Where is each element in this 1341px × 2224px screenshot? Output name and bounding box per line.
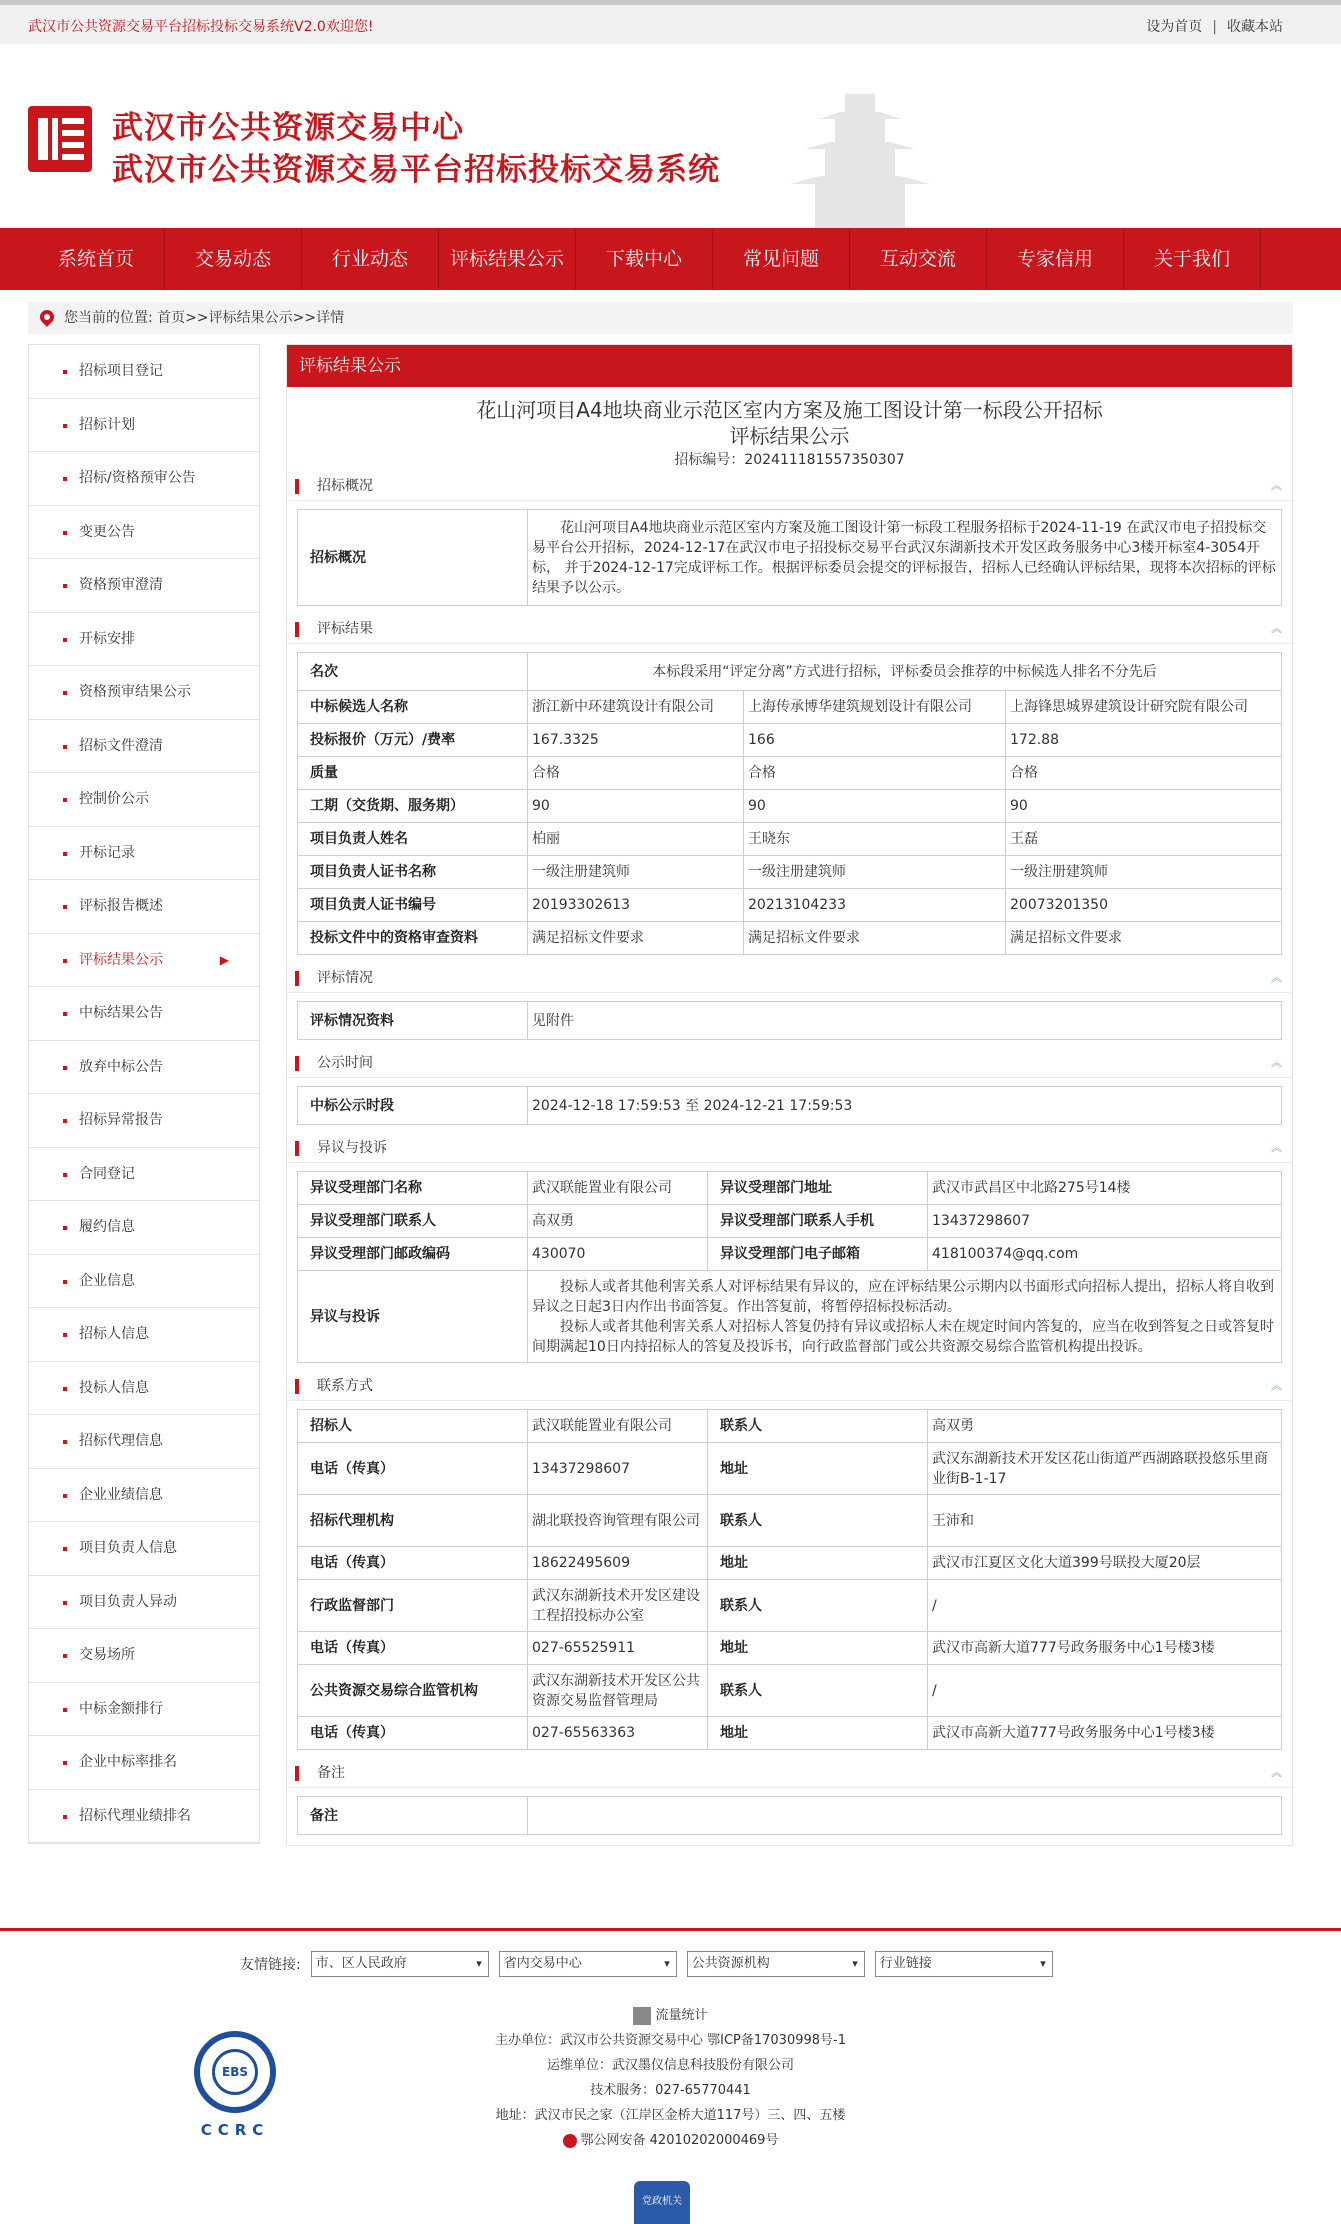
row-label: 异议与投诉 (298, 1271, 528, 1363)
row-label: 评标情况资料 (298, 1002, 528, 1040)
row-label: 投标文件中的资格审查资料 (298, 922, 528, 955)
section-review-header[interactable] (287, 963, 1292, 993)
nav-faq[interactable]: 常见问题 (713, 228, 850, 290)
arrow-right-icon: ▶ (219, 952, 229, 967)
table-row (298, 691, 1282, 724)
section-objection-header[interactable] (287, 1133, 1292, 1163)
review-table (297, 1001, 1282, 1040)
sidebar-item[interactable]: 放弃中标公告 (29, 1041, 259, 1095)
cell: 418100374@qq.com (928, 1238, 1282, 1271)
cell: 武汉东湖新技术开发区公共资源交易监督管理局 (528, 1665, 708, 1717)
site-header (0, 44, 1341, 228)
tender-code: 招标编号：202411181557350307 (674, 452, 905, 468)
collapse-icon[interactable]: ︽ (1271, 1379, 1282, 1392)
sidebar-item[interactable]: 开标记录 (29, 827, 259, 881)
table-row (298, 653, 1282, 691)
site-title-secondary: 武汉市公共资源交易平台招标投标交易系统 (112, 152, 720, 188)
site-title-primary: 武汉市公共资源交易中心 (112, 110, 464, 146)
cell: 20073201350 (1006, 889, 1282, 922)
sidebar-item[interactable]: 资格预审澄清 (29, 559, 259, 613)
nav-expert-credit[interactable]: 专家信用 (987, 228, 1124, 290)
table-row (298, 1205, 1282, 1238)
sidebar-item-active[interactable] (29, 934, 259, 988)
cell: 13437298607 (528, 1443, 708, 1495)
nav-interaction[interactable]: 互动交流 (850, 228, 987, 290)
select-value: 行业链接 (879, 1956, 932, 1971)
footer-info (0, 2003, 1341, 2153)
row-label: 地址 (708, 1632, 928, 1665)
table-row (298, 1238, 1282, 1271)
cell: 一级注册建筑师 (744, 856, 1006, 889)
collapse-icon[interactable]: ︽ (1271, 1056, 1282, 1069)
cell: 90 (744, 790, 1006, 823)
nav-about[interactable]: 关于我们 (1124, 228, 1261, 290)
rank-label: 名次 (298, 653, 528, 691)
chevron-down-icon: ▾ (852, 1957, 858, 1970)
sidebar-item[interactable]: 开标安排 (29, 613, 259, 667)
cell: 高双勇 (528, 1205, 708, 1238)
cell: 20213104233 (744, 889, 1006, 922)
table-row (298, 1717, 1282, 1750)
select-industry[interactable] (875, 1951, 1053, 1977)
sidebar-item[interactable]: 履约信息 (29, 1201, 259, 1255)
section-title: 备注 (317, 1765, 345, 1781)
top-link-separator: | (1212, 19, 1217, 35)
cell: 90 (528, 790, 744, 823)
sidebar-item[interactable]: 项目负责人异动 (29, 1576, 259, 1630)
sidebar-item-label: 评标结果公示 (79, 951, 163, 968)
nav-home[interactable]: 系统首页 (28, 228, 165, 290)
row-label: 地址 (708, 1443, 928, 1495)
select-value: 市、区人民政府 (315, 1956, 407, 1971)
sidebar-item[interactable]: 中标结果公告 (29, 987, 259, 1041)
row-label: 异议受理部门电子邮箱 (708, 1238, 928, 1271)
project-title: 花山河项目A4地块商业示范区室内方案及施工图设计第一标段公开招标 (476, 398, 1103, 422)
police-badge-icon (563, 2134, 577, 2148)
select-province-center[interactable] (499, 1951, 677, 1977)
ops-info: 运维单位：武汉墨仪信息科技股份有限公司 (546, 2058, 794, 2073)
collapse-icon[interactable]: ︽ (1271, 622, 1282, 635)
stats-icon (633, 2007, 651, 2025)
row-label: 中标公示时段 (298, 1087, 528, 1125)
section-overview-header[interactable] (287, 471, 1292, 501)
table-row (298, 1271, 1282, 1363)
collapse-icon[interactable]: ︽ (1271, 479, 1282, 492)
cell: 合格 (528, 757, 744, 790)
top-links (1146, 16, 1283, 36)
table-row (298, 1632, 1282, 1665)
table-row (298, 1443, 1282, 1495)
table-row (298, 1495, 1282, 1547)
cell: 合格 (1006, 757, 1282, 790)
row-label: 电话（传真） (298, 1717, 528, 1750)
cell: 167.3325 (528, 724, 744, 757)
overview-table (297, 509, 1282, 606)
cell: 13437298607 (928, 1205, 1282, 1238)
cell: 一级注册建筑师 (528, 856, 744, 889)
row-label: 公共资源交易综合监管机构 (298, 1665, 528, 1717)
table-row (298, 1172, 1282, 1205)
section-result-header[interactable] (287, 614, 1292, 644)
row-label: 异议受理部门名称 (298, 1172, 528, 1205)
row-label: 招标人 (298, 1410, 528, 1443)
stats-link[interactable] (0, 2003, 1341, 2028)
section-title: 联系方式 (317, 1378, 373, 1394)
table-row (298, 856, 1282, 889)
attachment-link[interactable]: 见附件 (528, 1002, 1282, 1040)
row-label: 联系人 (708, 1665, 928, 1717)
cell: 武汉联能置业有限公司 (528, 1410, 708, 1443)
content-header: 评标结果公示 (287, 345, 1292, 387)
main-content (286, 344, 1293, 1846)
gov-site-badge-text: 党政机关 (642, 2196, 682, 2207)
chevron-down-icon: ▾ (1040, 1957, 1046, 1970)
pagoda-illustration-icon (760, 84, 960, 228)
remark-table (297, 1796, 1282, 1835)
bookmark-link[interactable]: 收藏本站 (1227, 19, 1283, 35)
tech-info: 技术服务：027-65770441 (590, 2083, 751, 2098)
cell: 18622495609 (528, 1547, 708, 1580)
sidebar-item[interactable]: 企业信息 (29, 1255, 259, 1309)
row-label: 联系人 (708, 1580, 928, 1632)
objection-table (297, 1171, 1282, 1363)
objection-text (528, 1271, 1282, 1363)
row-label: 异议受理部门联系人 (298, 1205, 528, 1238)
table-row (298, 922, 1282, 955)
cell: 高双勇 (928, 1410, 1282, 1443)
cell: 浙江新中环建筑设计有限公司 (528, 691, 744, 724)
rank-note: 本标段采用“评定分离”方式进行招标，评标委员会推荐的中标候选人排名不分先后 (528, 653, 1282, 691)
row-label: 项目负责人证书名称 (298, 856, 528, 889)
cell: 武汉东湖新技术开发区花山街道严西湖路联投悠乐里商业街B-1-17 (928, 1443, 1282, 1495)
row-label: 电话（传真） (298, 1547, 528, 1580)
cell: / (928, 1665, 1282, 1717)
cell: 172.88 (1006, 724, 1282, 757)
gov-site-badge-icon[interactable] (634, 2181, 690, 2224)
cell: 上海锋思城界建筑设计研究院有限公司 (1006, 691, 1282, 724)
row-label: 中标候选人名称 (298, 691, 528, 724)
row-label: 地址 (708, 1717, 928, 1750)
breadcrumb (28, 302, 1293, 334)
row-label: 地址 (708, 1547, 928, 1580)
police-record-text: 鄂公网安备 42010202000469号 (580, 2133, 779, 2148)
collapse-icon[interactable]: ︽ (1271, 971, 1282, 984)
cell: 武汉市武昌区中北路275号14楼 (928, 1172, 1282, 1205)
overview-label: 招标概况 (298, 510, 528, 606)
row-label: 招标代理机构 (298, 1495, 528, 1547)
cell: 王沛和 (928, 1495, 1282, 1547)
collapse-icon[interactable]: ︽ (1271, 1141, 1282, 1154)
table-row (298, 724, 1282, 757)
remark-value (528, 1797, 1282, 1835)
table-row (298, 790, 1282, 823)
cell: 满足招标文件要求 (1006, 922, 1282, 955)
sidebar-item[interactable]: 中标金额排行 (29, 1683, 259, 1737)
nav-bid-result[interactable]: 评标结果公示 (439, 228, 576, 290)
sidebar-item[interactable]: 招标文件澄清 (29, 720, 259, 774)
sidebar-item[interactable]: 合同登记 (29, 1148, 259, 1202)
breadcrumb-text[interactable]: 您当前的位置: 首页>>评标结果公示>>详情 (64, 310, 345, 326)
cell: 满足招标文件要求 (744, 922, 1006, 955)
ccrc-logo-text: CCRC (200, 2121, 270, 2139)
cell: 一级注册建筑师 (1006, 856, 1282, 889)
notice-title (287, 387, 1292, 471)
cell: 武汉市高新大道777号政务服务中心1号楼3楼 (928, 1717, 1282, 1750)
select-value: 公共资源机构 (691, 1956, 770, 1971)
row-label: 行政监督部门 (298, 1580, 528, 1632)
sidebar-item[interactable]: 招标异常报告 (29, 1094, 259, 1148)
table-row (298, 1580, 1282, 1632)
objection-paragraph: 投标人或者其他利害关系人对评标结果有异议的，应在评标结果公示期内以书面形式向招标人提出，招标人将自收到异议之日起3日内作出书面答复。作出答复前，将暂停招标投标活动。 (532, 1278, 1274, 1315)
cell: 上海传承博华建筑规划设计有限公司 (744, 691, 1006, 724)
sidebar-item[interactable]: 企业中标率排名 (29, 1736, 259, 1790)
cell: 90 (1006, 790, 1282, 823)
sidebar-item[interactable]: 招标项目登记 (29, 345, 259, 399)
police-record-link[interactable] (0, 2128, 1341, 2153)
row-label: 异议受理部门联系人手机 (708, 1205, 928, 1238)
row-label: 项目负责人证书编号 (298, 889, 528, 922)
table-row (298, 1410, 1282, 1443)
nav-trade-news[interactable]: 交易动态 (165, 228, 302, 290)
table-row (298, 1087, 1282, 1125)
row-label: 投标报价（万元）/费率 (298, 724, 528, 757)
address-info: 地址：武汉市民之家（江岸区金桥大道117号）三、四、五楼 (495, 2108, 846, 2123)
section-title: 评标情况 (317, 970, 373, 986)
sidebar-item[interactable]: 投标人信息 (29, 1362, 259, 1416)
host-info: 主办单位：武汉市公共资源交易中心 鄂ICP备17030998号-1 (494, 2033, 846, 2048)
table-row (298, 1665, 1282, 1717)
row-label: 备注 (298, 1797, 528, 1835)
location-pin-icon (37, 307, 57, 327)
select-value: 省内交易中心 (503, 1956, 582, 1971)
sidebar-item[interactable]: 项目负责人信息 (29, 1522, 259, 1576)
friend-links (240, 1951, 1053, 1977)
cell: 湖北联投咨询管理有限公司 (528, 1495, 708, 1547)
contact-table (297, 1409, 1282, 1750)
collapse-icon[interactable]: ︽ (1271, 1766, 1282, 1779)
sidebar-item[interactable]: 招标代理信息 (29, 1415, 259, 1469)
set-home-link[interactable]: 设为首页 (1146, 19, 1203, 35)
ebs-logo-text: EBS (212, 2049, 258, 2095)
table-row (298, 823, 1282, 856)
chevron-down-icon: ▾ (664, 1957, 670, 1970)
sidebar-item[interactable]: 变更公告 (29, 506, 259, 560)
table-row (298, 510, 1282, 606)
cell: 166 (744, 724, 1006, 757)
sidebar-item[interactable]: 招标人信息 (29, 1308, 259, 1362)
sidebar-item[interactable]: 资格预审结果公示 (29, 666, 259, 720)
sidebar-item[interactable]: 招标代理业绩排名 (29, 1790, 259, 1844)
main-navigation (0, 228, 1341, 290)
cell: 027-65563363 (528, 1717, 708, 1750)
row-label: 质量 (298, 757, 528, 790)
row-label: 工期（交货期、服务期） (298, 790, 528, 823)
cell: 合格 (744, 757, 1006, 790)
site-logo-icon (28, 106, 92, 172)
row-label: 项目负责人姓名 (298, 823, 528, 856)
overview-text: 花山河项目A4地块商业示范区室内方案及施工图设计第一标段工程服务招标于2024-11-19 在武汉市电子招投标交易平台公开招标，2024-12-17在武汉市电子招投标交易平台武汉东湖新技术开发区政务服务中心3楼开标室4-3054开标， 并于2024-12-17完成评标工作。根据评标委员会提交的评标报告，招标人已经确认评标结果，现将本次招标的评标结果予以公示。 (528, 510, 1282, 606)
select-public-resource[interactable] (687, 1951, 865, 1977)
chevron-down-icon: ▾ (476, 1957, 482, 1970)
section-remark-header[interactable] (287, 1758, 1292, 1788)
publicity-table (297, 1086, 1282, 1125)
cell: 2024-12-18 17:59:53 至 2024-12-21 17:59:53 (528, 1087, 1282, 1125)
cell: 武汉联能置业有限公司 (528, 1172, 708, 1205)
notice-subtitle: 评标结果公示 (729, 424, 850, 448)
sidebar-item[interactable]: 交易场所 (29, 1629, 259, 1683)
cell: / (928, 1580, 1282, 1632)
cell: 柏丽 (528, 823, 744, 856)
row-label: 联系人 (708, 1495, 928, 1547)
row-label: 电话（传真） (298, 1632, 528, 1665)
sidebar-item[interactable]: 招标/资格预审公告 (29, 452, 259, 506)
cell: 武汉市高新大道777号政务服务中心1号楼3楼 (928, 1632, 1282, 1665)
table-row (298, 757, 1282, 790)
cell: 20193302613 (528, 889, 744, 922)
select-gov[interactable] (311, 1951, 489, 1977)
table-row (298, 1002, 1282, 1040)
sidebar-item[interactable]: 企业业绩信息 (29, 1469, 259, 1523)
section-contact-header[interactable] (287, 1371, 1292, 1401)
top-bar (0, 0, 1341, 44)
section-publicity-header[interactable] (287, 1048, 1292, 1078)
section-title: 异议与投诉 (317, 1140, 387, 1156)
sidebar-item[interactable]: 招标计划 (29, 399, 259, 453)
cell: 武汉市江夏区文化大道399号联投大厦20层 (928, 1547, 1282, 1580)
row-label: 异议受理部门邮政编码 (298, 1238, 528, 1271)
table-row (298, 1797, 1282, 1835)
section-title: 招标概况 (317, 478, 373, 494)
result-table (297, 652, 1282, 955)
cell: 027-65525911 (528, 1632, 708, 1665)
row-label: 异议受理部门地址 (708, 1172, 928, 1205)
stats-label: 流量统计 (655, 2008, 708, 2023)
cell: 王磊 (1006, 823, 1282, 856)
table-row (298, 1547, 1282, 1580)
section-title: 评标结果 (317, 621, 373, 637)
site-footer (0, 1928, 1341, 2224)
sidebar (28, 344, 260, 1844)
nav-industry-news[interactable]: 行业动态 (302, 228, 439, 290)
table-row (298, 889, 1282, 922)
cell: 430070 (528, 1238, 708, 1271)
row-label: 联系人 (708, 1410, 928, 1443)
sidebar-item[interactable]: 评标报告概述 (29, 880, 259, 934)
complaint-paragraph: 投标人或者其他利害关系人对招标人答复仍持有异议或招标人未在规定时间内答复的，应当在收到答复之日或答复时间期满起10日内持招标人的答复及投诉书，向行政监督部门或公共资源交易综合监管机构提出投诉。 (532, 1318, 1274, 1355)
sidebar-item[interactable]: 控制价公示 (29, 773, 259, 827)
section-title: 公示时间 (317, 1055, 373, 1071)
welcome-text: 武汉市公共资源交易平台招标投标交易系统V2.0欢迎您! (28, 19, 374, 35)
row-label: 电话（传真） (298, 1443, 528, 1495)
cell: 武汉东湖新技术开发区建设工程招投标办公室 (528, 1580, 708, 1632)
nav-download[interactable]: 下载中心 (576, 228, 713, 290)
cell: 王晓东 (744, 823, 1006, 856)
friend-links-label: 友情链接: (240, 1957, 301, 1973)
cell: 满足招标文件要求 (528, 922, 744, 955)
